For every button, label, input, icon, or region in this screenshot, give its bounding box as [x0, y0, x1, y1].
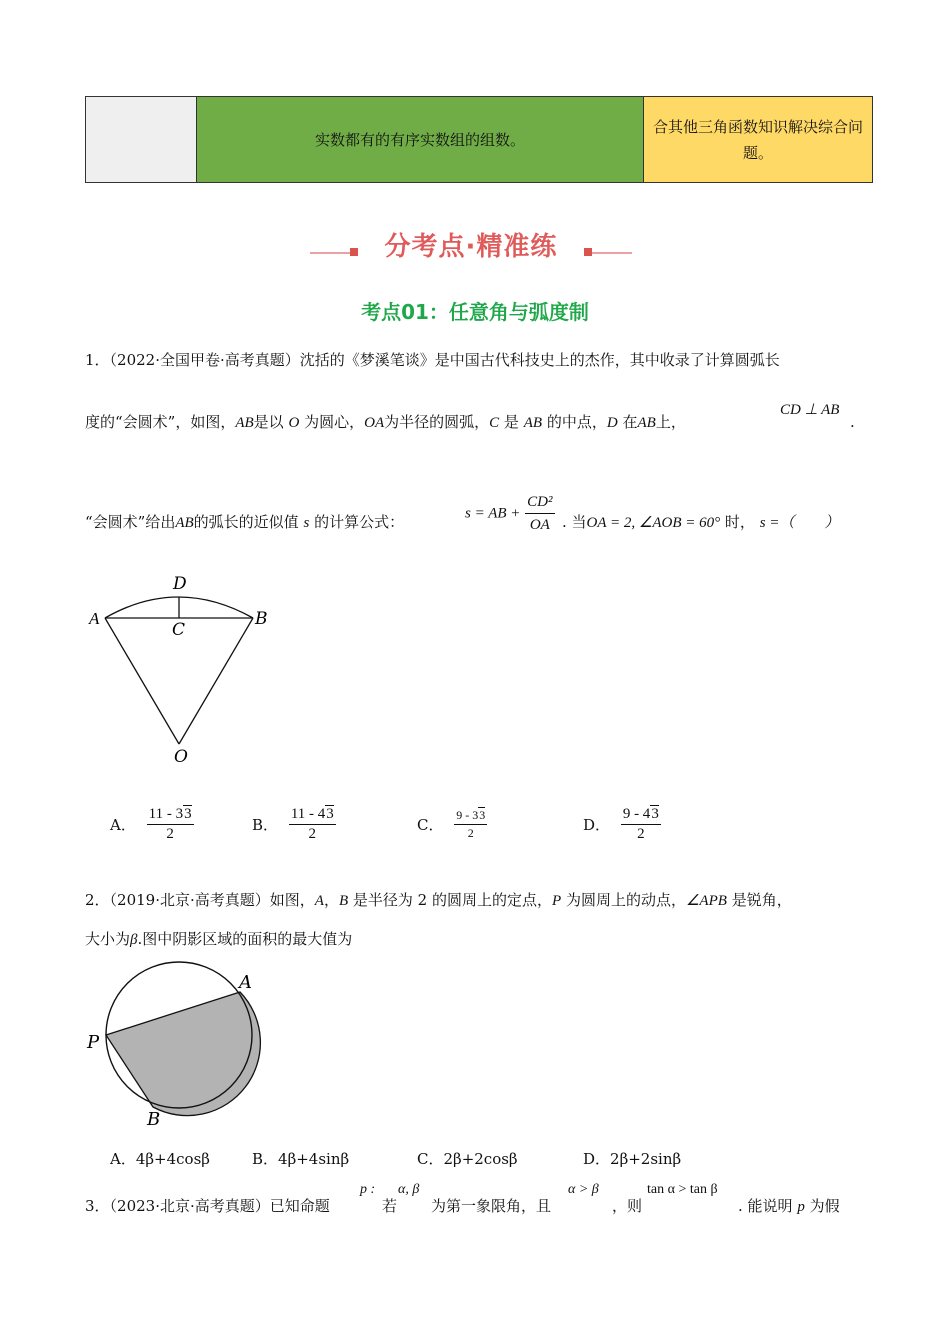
q2-line1: 2．（2019·北京·高考真题）如图，A，B 是半径为 2 的圆周上的定点，P 为圆周上的动点，∠APB 是锐角， [85, 891, 792, 909]
q1-option-c[interactable]: C． $\frac{9 - 33}{2}$ [417, 808, 486, 840]
label-p: P [87, 1032, 100, 1053]
banner-title: 分考点·精准练 [384, 232, 558, 262]
q1-option-d[interactable]: D． $\frac{9 - 43}{2}$ [583, 806, 659, 842]
arc-ab-label: AB [235, 415, 254, 431]
label-o: O [174, 747, 188, 767]
q1-option-b[interactable]: B． $\frac{11 - 43}{2}$ [252, 806, 334, 842]
q3-line1c: ，则 [612, 1197, 643, 1215]
section-title: 考点01：任意角与弧度制 [361, 300, 589, 324]
table-middle-text: 实数都有的有序实数组的组数。 [314, 131, 525, 149]
q3-line1d: . 能说明 p 为假 [738, 1197, 840, 1215]
q2-line2: 大小为β.图中阴影区域的面积的最大值为 [85, 930, 353, 948]
q2-option-d[interactable]: D．2β+2sinβ [583, 1150, 682, 1168]
q3-ineq1: α > β [568, 1182, 599, 1197]
q3-ruo: 若 [382, 1197, 398, 1215]
shaded-region [106, 992, 260, 1116]
q3-line1b: 为第一象限角，且 [431, 1197, 552, 1215]
table-right-text: 合其他三角函数知识解决综合问题。 [652, 117, 863, 162]
label-d: D [173, 574, 187, 594]
radius-oa [105, 618, 179, 744]
q1-line3a: “会圆术”给出AB的弧长的近似值 s 的计算公式： [85, 513, 405, 531]
summary-table [85, 96, 873, 183]
label-a: A [89, 609, 100, 628]
q3-ineq2: tan α > tan β [647, 1182, 718, 1197]
section-banner [310, 226, 632, 262]
label-b: B [147, 1109, 161, 1130]
radius-ob [179, 618, 253, 744]
table-cell-right [644, 97, 872, 182]
q1-line2: 度的“会圆术”，如图，AB是以 O 为圆心，OA为半径的圆弧，C 是 AB 的中点，D 在AB上， [85, 413, 686, 431]
banner-square-right [584, 248, 592, 256]
q1-figure [85, 568, 285, 768]
q1-formula: s = AB + $\frac{\text{CD²}}{OA}$ [465, 494, 553, 533]
q1-perp: CD ⊥ AB [780, 402, 840, 418]
banner-line-right [592, 252, 632, 254]
q2-option-c[interactable]: C．2β+2cosβ [417, 1150, 518, 1168]
q3-alpha-beta: α, β [398, 1182, 420, 1197]
q1-dot: . [850, 413, 855, 431]
q2-option-b[interactable]: B．4β+4sinβ [252, 1150, 350, 1168]
q2-figure [85, 960, 265, 1130]
label-a: A [239, 972, 252, 993]
q1-option-a[interactable]: A． $\frac{11 - 33}{2}$ [110, 806, 192, 842]
label-b: B [255, 609, 268, 629]
q3-line1a: 3．（2023·北京·高考真题）已知命题 [85, 1197, 330, 1215]
q3-p-colon: p : [360, 1182, 376, 1197]
q1-line3b: . 当OA = 2, ∠AOB = 60° 时， s =（ ） [562, 513, 840, 531]
q2-option-a[interactable]: A．4β+4cosβ [110, 1150, 210, 1168]
table-cell-empty [86, 97, 197, 182]
q1-line1: 1．（2022·全国甲卷·高考真题）沈括的《梦溪笔谈》是中国古代科技史上的杰作，其中收录了计算圆弧长 [85, 351, 780, 369]
label-c: C [172, 620, 186, 640]
table-cell-middle [197, 97, 644, 182]
